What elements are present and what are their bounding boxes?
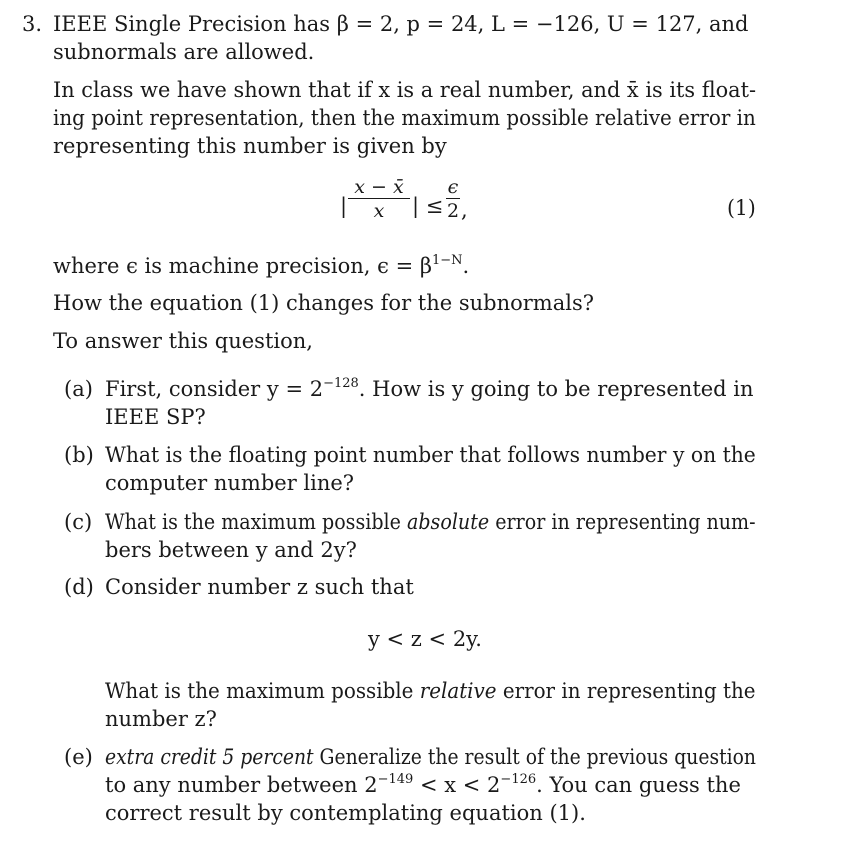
part-d-line-2: What is the maximum possible relative error in representing the: [105, 679, 756, 703]
paragraph-line-1: In class we have shown that if x is a real number, and x̄ is its float-: [53, 78, 757, 102]
part-a-label: (a): [64, 377, 93, 401]
paragraph-line-3: representing this number is given by: [53, 134, 447, 158]
part-a-line-2: IEEE SP?: [105, 405, 206, 429]
how-question: How the equation (1) changes for the subnormals?: [53, 291, 594, 315]
fraction-denominator: x: [373, 200, 385, 222]
paragraph-line-2: ing point representation, then the maximum possible relative error in: [53, 106, 756, 130]
part-d-line-1: Consider number z such that: [105, 575, 414, 599]
abs-left-bar: |: [340, 194, 348, 218]
part-d-label: (d): [64, 575, 94, 599]
fraction-numerator: x − x̄: [354, 176, 404, 198]
part-b-label: (b): [64, 443, 94, 467]
part-c-line-2: bers between y and 2y?: [105, 538, 357, 562]
part-d-line-3: number z?: [105, 707, 217, 731]
part-c-label: (c): [64, 510, 93, 534]
part-c-line-1: What is the maximum possible absolute error in representing num-: [105, 510, 756, 534]
part-b-line-1: What is the floating point number that follows number y on the: [105, 443, 756, 467]
part-d-inequality: y < z < 2y.: [368, 627, 482, 651]
part-e-line-1: extra credit 5 percent Generalize the result of the previous question: [105, 745, 756, 769]
part-a-line-1: First, consider $y = 2^{-128}$. How is y going to be represented in: [105, 376, 754, 401]
intro-line-1: IEEE Single Precision has β = 2, p = 24, L = −126, U = 127, and: [53, 12, 749, 36]
answer-intro: To answer this question,: [53, 329, 313, 353]
part-e-line-2: to any number between $2^{-149} < x < 2^{-126}$. You can guess the: [105, 772, 741, 797]
denominator-two: 2: [446, 200, 460, 222]
epsilon: ϵ: [447, 176, 459, 198]
part-b-line-2: computer number line?: [105, 471, 355, 495]
intro-line-2: subnormals are allowed.: [53, 40, 315, 64]
equation-comma: ,: [461, 198, 468, 222]
abs-right-bar-leq: | ≤: [412, 194, 444, 218]
fraction-rhs: [446, 176, 460, 223]
part-e-label: (e): [64, 745, 93, 769]
part-e-line-3: correct result by contemplating equation (1).: [105, 801, 586, 825]
where-line: where ϵ is machine precision, $\epsilon = \beta^{1-N}$.: [53, 253, 470, 278]
problem-number: 3.: [22, 12, 43, 36]
fraction-lhs: [348, 176, 410, 223]
equation-label: (1): [727, 196, 756, 220]
